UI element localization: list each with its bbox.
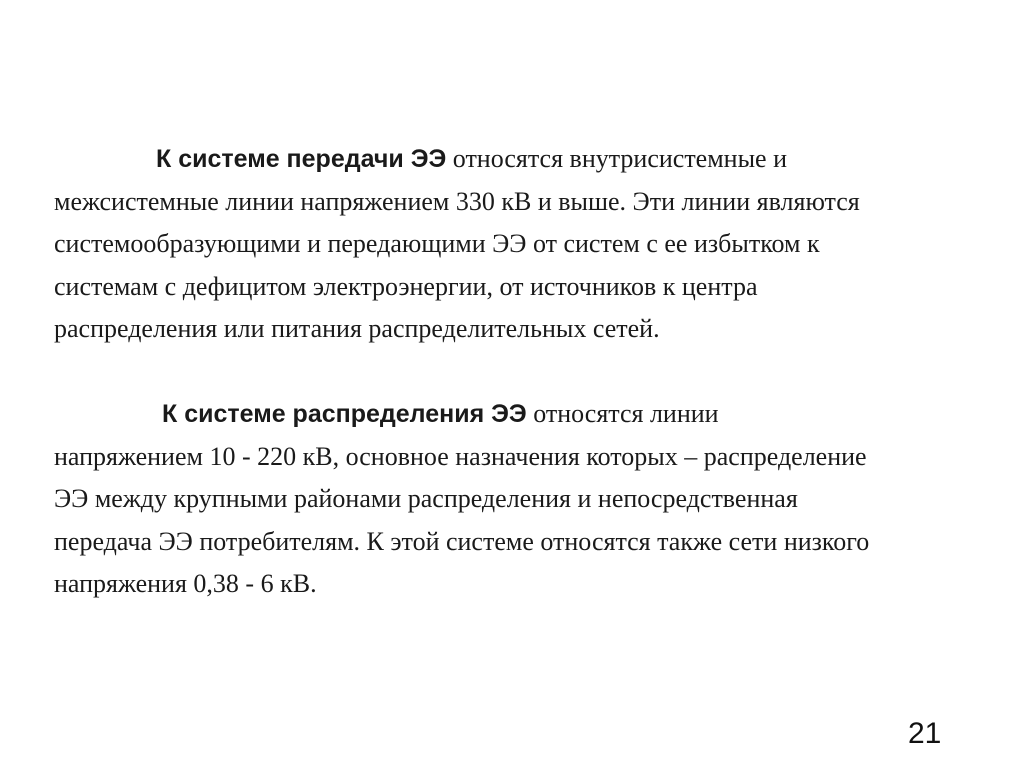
paragraph-transmission-system bbox=[54, 138, 974, 351]
paragraph-2-line-2: напряжением 10 - 220 кВ, основное назначения которых – распределение bbox=[54, 441, 867, 471]
paragraph-1-line-5: распределения или питания распределительных сетей. bbox=[54, 314, 660, 343]
paragraph-2-line-3: ЭЭ между крупными районами распределения и непосредственная bbox=[54, 484, 798, 513]
paragraph-1-line-4: системам с дефицитом электроэнергии, от источников к центра bbox=[54, 271, 758, 301]
paragraph-2-line-4: передача ЭЭ потребителям. К этой системе относятся также сети низкого bbox=[54, 526, 870, 556]
paragraph-1-line-1 bbox=[54, 138, 974, 181]
paragraph-1-line-2: межсистемные линии напряжением 330 кВ и выше. Эти линии являются bbox=[54, 186, 860, 216]
transmission-system-heading: К системе передачи ЭЭ bbox=[156, 145, 447, 173]
paragraph-2-line-1-text: относятся линии bbox=[533, 399, 719, 428]
paragraph-distribution-system bbox=[54, 393, 974, 606]
paragraph-1-line-1-text: относятся внутрисистемные и bbox=[452, 144, 788, 173]
paragraph-2-line-5: напряжения 0,38 - 6 кВ. bbox=[54, 569, 317, 598]
distribution-system-heading: К системе распределения ЭЭ bbox=[162, 400, 527, 428]
paragraph-2-line-1 bbox=[54, 393, 974, 436]
page-number: 21 bbox=[908, 717, 942, 750]
paragraph-1-line-3: системообразующими и передающими ЭЭ от систем с ее избытком к bbox=[54, 229, 820, 258]
